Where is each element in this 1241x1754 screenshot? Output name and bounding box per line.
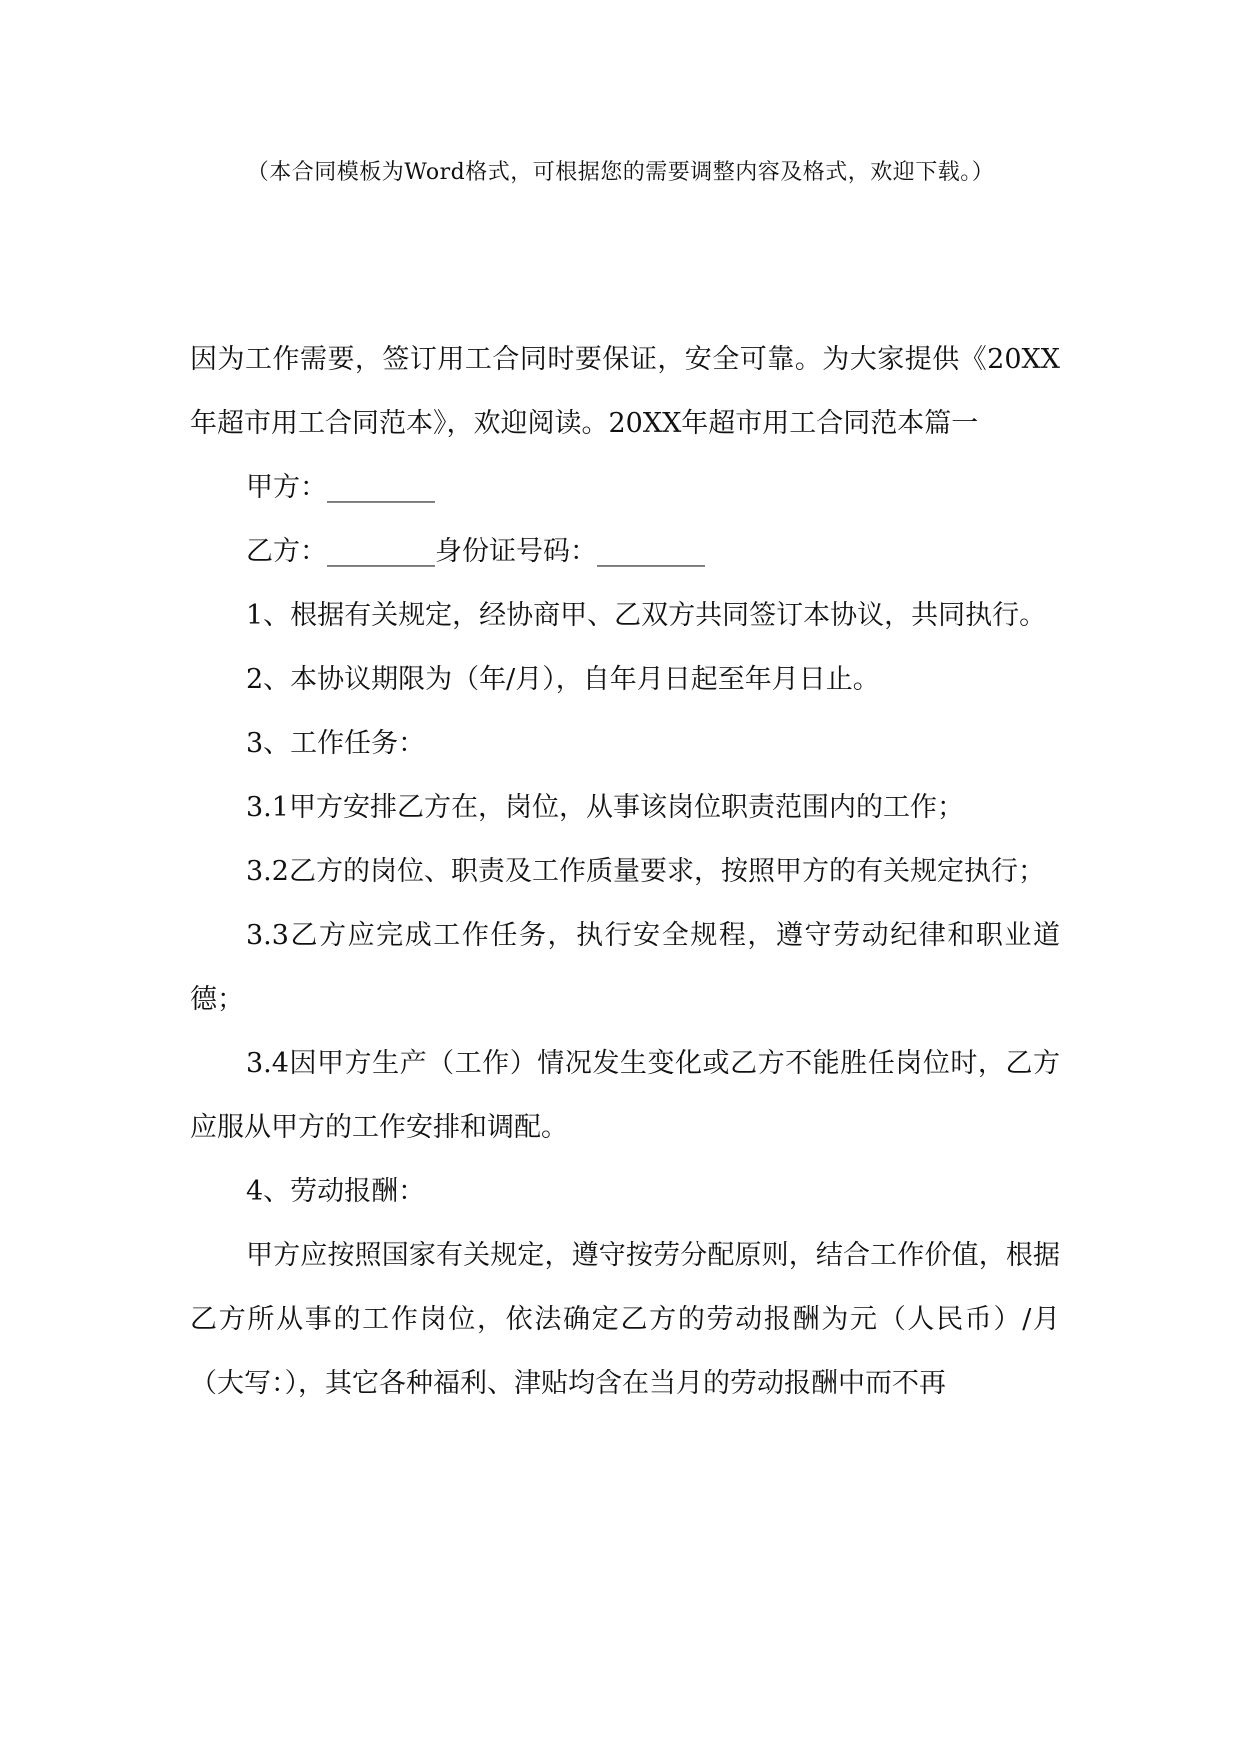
clause-2: 2、本协议期限为（年/月），自年月日起至年月日止。	[246, 664, 880, 695]
clause-3-4: 3.4因甲方生产（工作）情况发生变化或乙方不能胜任岗位时，乙方应服从甲方的工作安排和调配。	[190, 1048, 1060, 1143]
clause-3-2: 3.2乙方的岗位、职责及工作质量要求，按照甲方的有关规定执行；	[246, 856, 1045, 887]
party-b-line: 乙方：________身份证号码：________	[246, 536, 705, 567]
contract-body	[190, 328, 1060, 1416]
clause-4-body: 甲方应按照国家有关规定，遵守按劳分配原则，结合工作价值，根据乙方所从事的工作岗位，依法确定乙方的劳动报酬为元（人民币）/月（大写：），其它各种福利、津贴均含在当月的劳动报酬中而不再	[190, 1240, 1060, 1399]
intro-paragraph: 因为工作需要，签订用工合同时要保证，安全可靠。为大家提供《20XX年超市用工合同范本》，欢迎阅读。20XX年超市用工合同范本篇一	[190, 344, 1060, 439]
clause-4-heading: 4、劳动报酬：	[246, 1176, 426, 1207]
clause-3-1: 3.1甲方安排乙方在，岗位，从事该岗位职责范围内的工作；	[246, 792, 964, 823]
template-format-note: （本合同模板为Word格式，可根据您的需要调整内容及格式，欢迎下载。）	[246, 160, 995, 185]
clause-1: 1、根据有关规定，经协商甲、乙双方共同签订本协议，共同执行。	[246, 600, 1047, 631]
party-a-line: 甲方：________	[246, 472, 435, 503]
clause-3-heading: 3、工作任务：	[246, 728, 426, 759]
clause-3-3: 3.3乙方应完成工作任务，执行安全规程，遵守劳动纪律和职业道德；	[190, 920, 1060, 1015]
